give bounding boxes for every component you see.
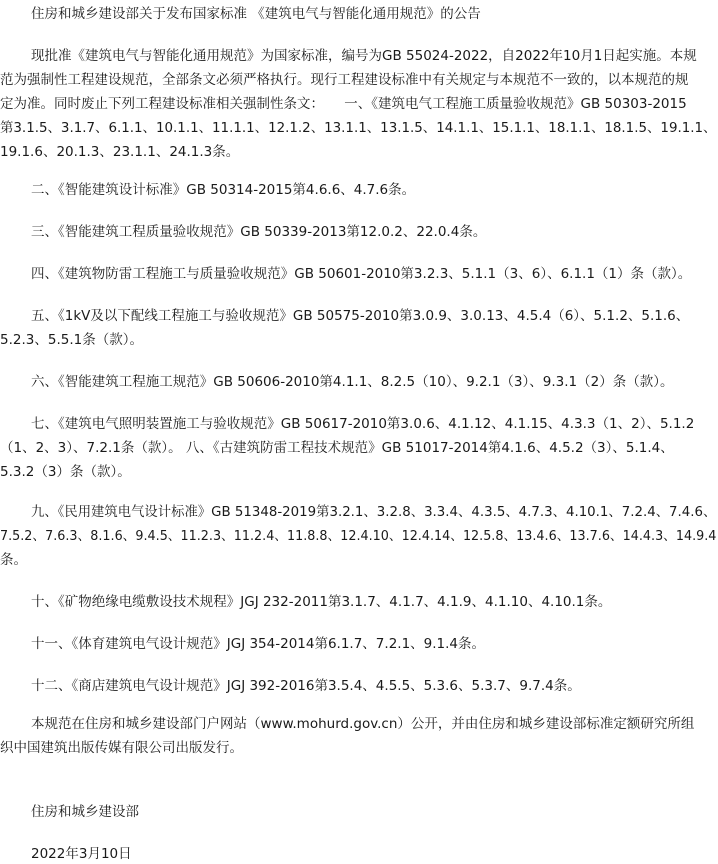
item-line: 七、《建筑电气照明装置施工与验收规范》GB 50617-2010第3.0.6、4.1.12、4.1.15、4.3.3（1、2）、5.1.2 <box>31 416 695 432</box>
item-12: 十二、《商店建筑电气设计规范》JGJ 392-2016第3.5.4、4.5.5、5.3.6、5.3.7、9.7.4条。 <box>31 678 581 694</box>
item-3: 三、《智能建筑工程质量验收规范》GB 50339-2013第12.0.2、22.0.4条。 <box>31 224 487 240</box>
intro-line: 第3.1.5、3.1.7、6.1.1、10.1.1、11.1.1、12.1.2、13.1.1、13.1.5、14.1.1、15.1.1、18.1.1、18.1.5、19.1.1、 <box>0 120 717 136</box>
item-10: 十、《矿物绝缘电缆敷设技术规程》JGJ 232-2011第3.1.7、4.1.7、4.1.9、4.1.10、4.10.1条。 <box>31 594 612 610</box>
item-line: 7.5.2、7.6.3、8.1.6、9.4.5、11.2.3、11.2.4、11.8.8、12.4.10、12.4.14、12.5.8、13.4.6、13.7.6、14.4.3、14.9.4 <box>0 528 717 544</box>
item-line: （1、2、3）、7.2.1条（款）。 八、《古建筑防雷工程技术规范》GB 51017-2014第4.1.6、4.5.2（3）、5.1.4、 <box>0 440 674 456</box>
item-line: 5.3.2（3）条（款）。 <box>0 464 131 480</box>
closing-line: 本规范在住房和城乡建设部门户网站（www.mohurd.gov.cn）公开，并由住房和城乡建设部标准定额研究所组 <box>31 716 695 732</box>
intro-line: 定为准。同时废止下列工程建设标准相关强制性条文： 一、《建筑电气工程施工质量验收规范》GB 50303-2015 <box>0 96 687 112</box>
closing-line: 织中国建筑出版传媒有限公司出版发行。 <box>0 740 243 756</box>
document-title: 住房和城乡建设部关于发布国家标准 《建筑电气与智能化通用规范》的公告 <box>31 6 481 22</box>
item-line: 条。 <box>0 552 27 568</box>
item-11: 十一、《体育建筑电气设计规范》JGJ 354-2014第6.1.7、7.2.1、9.1.4条。 <box>31 636 486 652</box>
item-line: 5.2.3、5.5.1条（款）。 <box>0 332 143 348</box>
intro-line: 范为强制性工程建设规范，全部条文必须严格执行。现行工程建设标准中有关规定与本规范不一致的，以本规范的规 <box>0 72 689 88</box>
signature: 住房和城乡建设部 <box>31 804 139 820</box>
item-4: 四、《建筑物防雷工程施工与质量验收规范》GB 50601-2010第3.2.3、5.1.1（3、6）、6.1.1（1）条（款）。 <box>31 266 692 282</box>
date: 2022年3月10日 <box>31 846 132 862</box>
item-line: 九、《民用建筑电气设计标准》GB 51348-2019第3.2.1、3.2.8、3.3.4、4.3.5、4.7.3、4.10.1、7.2.4、7.4.6、 <box>31 504 717 520</box>
item-6: 六、《智能建筑工程施工规范》GB 50606-2010第4.1.1、8.2.5（10）、9.2.1（3）、9.3.1（2）条（款）。 <box>31 374 674 390</box>
intro-line: 19.1.6、20.1.3、23.1.1、24.1.3条。 <box>0 144 240 160</box>
intro-line: 现批准《建筑电气与智能化通用规范》为国家标准，编号为GB 55024-2022，自2022年10月1日起实施。本规 <box>31 48 697 64</box>
item-2: 二、《智能建筑设计标准》GB 50314-2015第4.6.6、4.7.6条。 <box>31 182 416 198</box>
item-line: 五、《1kV及以下配线工程施工与验收规范》GB 50575-2010第3.0.9、3.0.13、4.5.4（6）、5.1.2、5.1.6、 <box>31 308 690 324</box>
